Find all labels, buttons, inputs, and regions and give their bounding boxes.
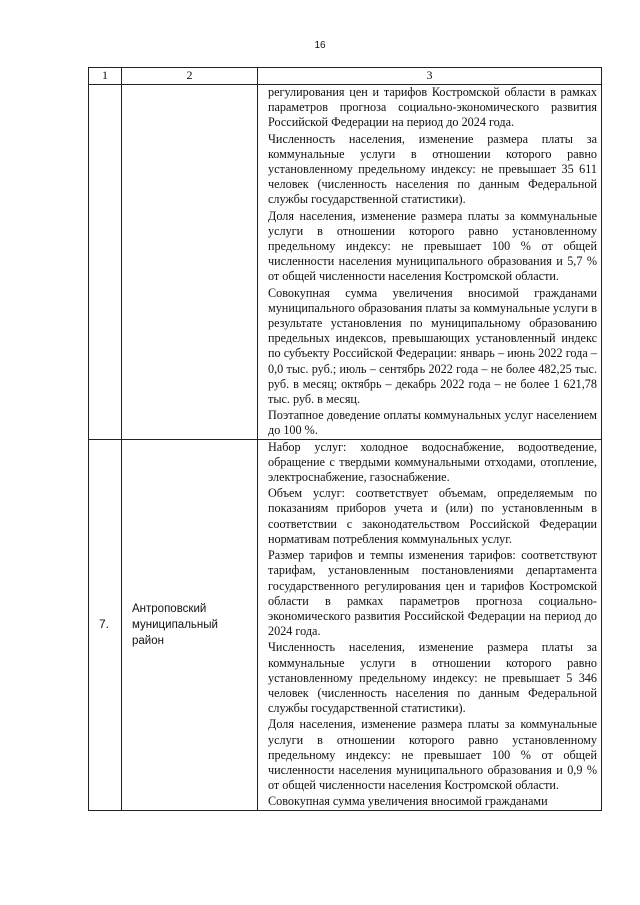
row-7-paragraph: Доля населения, изменение размера платы за коммунальные услуги в отношении которого равно установленному предельному индексу: не превышает 100 % от общей численности населения муниципального образования и 0,9 % от общей численности населения Костромской области. — [268, 717, 597, 793]
cont-content-cell — [258, 85, 602, 440]
tariff-table — [88, 67, 602, 811]
cont-paragraph: Совокупная сумма увеличения вносимой гражданами муниципального образования платы за коммунальные услуги в результате установления по муниципальному образованию предельных индексов, превышающих установленный индекс по субъекту Российской Федерации: январь – июнь 2022 года – 0,0 тыс. руб.; июль – сентябрь 2022 года – не более 482,25 тыс. руб. в месяц; октябрь – декабрь 2022 года – не более 1 621,78 тыс. руб. в месяц. — [268, 285, 597, 407]
row-7-paragraph: Численность населения, изменение размера платы за коммунальные услуги в отношении которого равно установленному предельному индексу: не превышает 5 346 человек (численность населения по данным Федеральной службы государственной статистики). — [268, 640, 597, 716]
cont-paragraph: Поэтапное доведение оплаты коммунальных услуг населением до 100 %. — [268, 408, 597, 438]
row-7-paragraph: Объем услуг: соответствует объемам, определяемым по показаниям приборов учета и (или) по установленным в соответствии с законодательством Российской Федерации нормативам потребления коммунальных услуг. — [268, 486, 597, 546]
cont-paragraph: регулирования цен и тарифов Костромской области в рамках параметров прогноза социально-экономического развития Российской Федерации на период до 2024 года. — [268, 85, 597, 130]
district-name: Антроповский муниципальный район — [122, 439, 258, 810]
cont-paragraph: Численность населения, изменение размера платы за коммунальные услуги в отношении которого равно установленному предельному индексу: не превышает 35 611 человек (численность населения по данным Федеральной службы государственной статистики). — [268, 131, 597, 207]
cont-district-cell — [122, 85, 258, 440]
table-header-row — [89, 68, 602, 85]
row-7-paragraph: Набор услуг: холодное водоснабжение, водоотведение, обращение с твердыми коммунальными отходами, отопление, электроснабжение, газоснабжение. — [268, 439, 597, 485]
row-number: 7. — [89, 439, 122, 810]
header-col-1: 1 — [89, 68, 122, 85]
header-col-2: 2 — [122, 68, 258, 85]
row-7-content-cell — [258, 439, 602, 810]
row-7-paragraph: Размер тарифов и темпы изменения тарифов: соответствуют тарифам, установленным постановлениями департамента государственного регулирования цен и тарифов Костромской области в рамках параметров прогноза социально-экономического развития Российской Федерации на период до 2024 года. — [268, 548, 597, 639]
cont-paragraph: Доля населения, изменение размера платы за коммунальные услуги в отношении которого равно установленному предельному индексу: не превышает 100 % от общей численности населения муниципального образования и 5,7 % от общей численности населения Костромской области. — [268, 208, 597, 284]
cont-number-cell — [89, 85, 122, 440]
table-row-continuation — [89, 85, 602, 440]
row-7-paragraph: Совокупная сумма увеличения вносимой гражданами — [268, 794, 548, 809]
header-col-3: 3 — [258, 68, 602, 85]
page-number: 16 — [314, 40, 326, 51]
table-row-7 — [89, 439, 602, 810]
